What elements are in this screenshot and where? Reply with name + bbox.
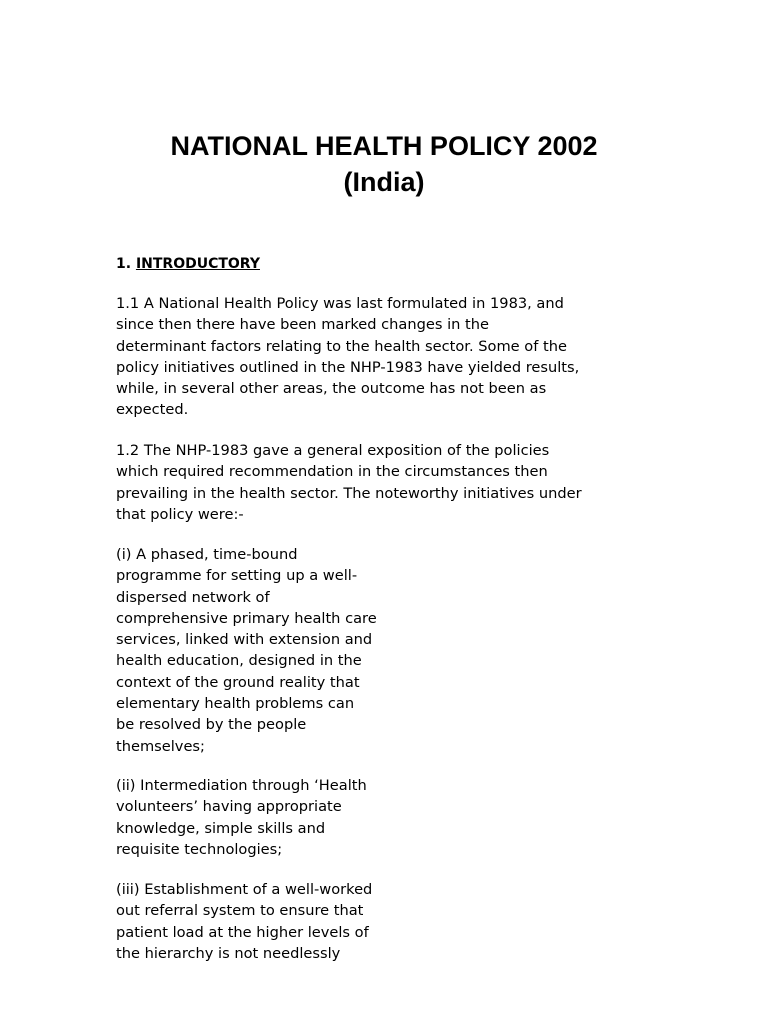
paragraph-1-2 bbox=[116, 440, 656, 525]
paragraph-line: policy initiatives outlined in the NHP-1983 have yielded results, bbox=[116, 358, 580, 376]
item-line: be resolved by the people bbox=[116, 716, 307, 734]
item-line: requisite technologies; bbox=[116, 840, 283, 858]
item-line: (iii) Establishment of a well-worked bbox=[116, 881, 373, 898]
item-line: elementary health problems can bbox=[116, 695, 355, 713]
paragraph-line: 1.2 The NHP-1983 gave a general exposition of the policies bbox=[116, 442, 550, 459]
item-line: health education, designed in the bbox=[116, 652, 362, 670]
item-line: (i) A phased, time-bound bbox=[116, 546, 298, 563]
paragraph-line: which required recommendation in the circumstances then bbox=[116, 463, 548, 481]
paragraph-line: determinant factors relating to the health sector. Some of the bbox=[116, 337, 567, 355]
item-line: comprehensive primary health care bbox=[116, 609, 377, 627]
paragraph-1-1 bbox=[116, 293, 656, 421]
list-item-i bbox=[116, 544, 416, 757]
paragraph-line: prevailing in the health sector. The noteworthy initiatives under bbox=[116, 484, 582, 502]
item-line: the hierarchy is not needlessly bbox=[116, 944, 341, 962]
item-line: (ii) Intermediation through ‘Health bbox=[116, 777, 367, 794]
title-line-1: NATIONAL HEALTH POLICY 2002 bbox=[170, 131, 598, 161]
item-line: programme for setting up a well- bbox=[116, 567, 358, 585]
title-line-2: (India) bbox=[343, 167, 425, 197]
paragraph-line: while, in several other areas, the outcome has not been as bbox=[116, 380, 547, 398]
paragraph-line: since then there have been marked changes in the bbox=[116, 316, 490, 334]
section-heading bbox=[116, 254, 260, 275]
list-item-iii bbox=[116, 879, 416, 964]
item-line: services, linked with extension and bbox=[116, 631, 373, 649]
paragraph-line: 1.1 A National Health Policy was last formulated in 1983, and bbox=[116, 295, 564, 312]
item-line: patient load at the higher levels of bbox=[116, 923, 369, 941]
item-line: knowledge, simple skills and bbox=[116, 819, 326, 837]
section-number: 1. bbox=[116, 256, 132, 272]
item-line: out referral system to ensure that bbox=[116, 902, 364, 920]
section-title: INTRODUCTORY bbox=[135, 256, 260, 272]
item-line: volunteers’ having appropriate bbox=[116, 798, 342, 816]
item-line: context of the ground reality that bbox=[116, 673, 360, 691]
list-item-ii bbox=[116, 775, 416, 860]
paragraph-line: that policy were:- bbox=[116, 505, 244, 523]
page-title bbox=[0, 128, 768, 200]
item-line: dispersed network of bbox=[116, 588, 270, 606]
paragraph-line: expected. bbox=[116, 401, 189, 419]
item-line: themselves; bbox=[116, 737, 205, 755]
